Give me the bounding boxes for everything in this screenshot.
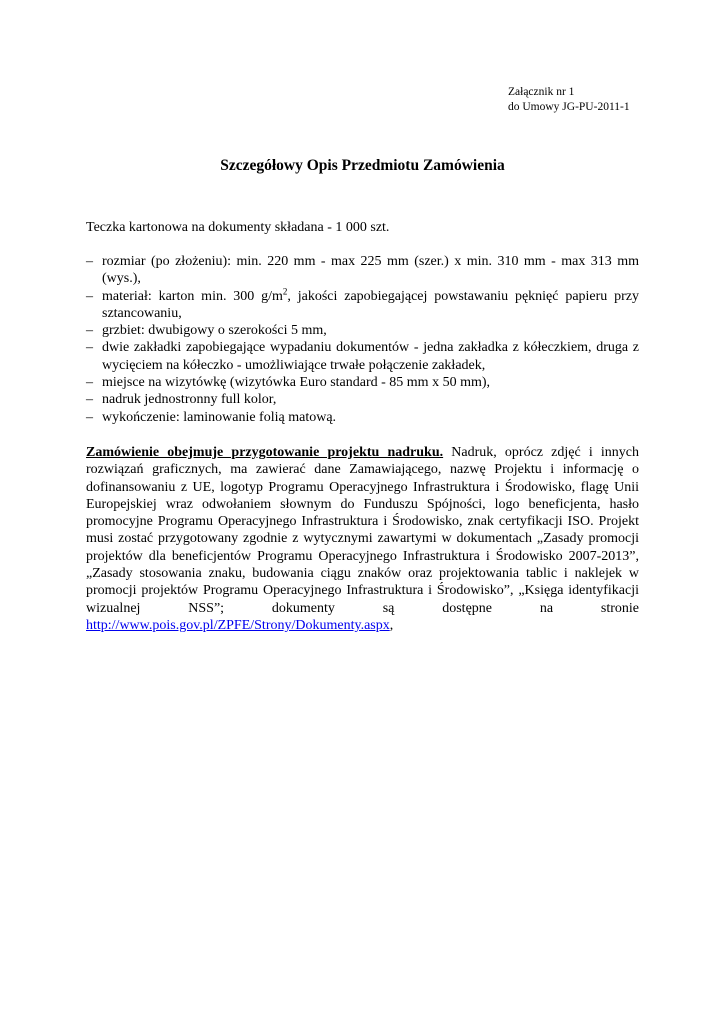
spec-text: grzbiet: dwubigowy o szerokości 5 mm, (102, 323, 327, 339)
spec-text: miejsce na wizytówkę (wizytówka Euro standard - 85 mm x 50 mm), (102, 375, 491, 391)
list-dash: – (86, 392, 93, 408)
specification-list (86, 253, 639, 426)
list-dash: – (86, 288, 93, 304)
spec-item-print (86, 391, 639, 408)
attachment-reference (508, 85, 630, 115)
list-dash: – (86, 375, 93, 391)
design-requirements-paragraph (86, 444, 639, 634)
list-dash: – (86, 254, 93, 269)
paragraph-lead: Zamówienie obejmuje przygotowanie projektu nadruku. (86, 445, 444, 460)
spec-text: dwie zakładki zapobiegające wypadaniu dokumentów - jedna zakładka z kółeczkiem, druga z wycięciem na kółeczko - umożliwiające trwałe połączenie zakładek, (102, 340, 639, 373)
list-dash: – (86, 409, 93, 425)
paragraph-end: , (389, 617, 394, 633)
superscript: 2 (282, 285, 288, 296)
spec-item-spine (86, 322, 639, 339)
spec-item-material (86, 285, 640, 323)
spec-item-business-card (86, 374, 639, 391)
spec-item-flaps (86, 339, 639, 374)
spec-text: , jakości zapobiegającej powstawaniu pęknięć papieru przy sztancowaniu, (102, 288, 640, 321)
spec-item-size (86, 253, 639, 288)
document-title: Szczegółowy Opis Przedmiotu Zamówienia (220, 157, 505, 174)
attachment-number: Załącznik nr 1 (508, 86, 575, 98)
list-dash: – (86, 340, 93, 356)
contract-reference: do Umowy JG-PU-2011-1 (508, 101, 630, 113)
paragraph-body: Nadruk, oprócz zdjęć i innych rozwiązań graficznych, ma zawierać dane Zamawiającego, nazwę Projektu i informację o dofinansowaniu z UE, logotyp Programu Operacyjnego Infrastruktura i Środowisko, flagę Unii Europejskiej wraz odwołaniem słownym do Funduszu Spójności, logo beneficjenta, hasło promocyjne Programu Operacyjnego Infrastruktura i Środowisko, znak certyfikacji ISO. Projekt musi zostać przygotowany zgodnie z wytycznymi zawartymi w dokumentach „Zasady promocji projektów dla beneficjentów Programu Operacyjnego Infrastruktura i Środowisko 2007-2013”, „Zasady stosowania znaku, budowania ciągu znaków oraz projektowania tablic i naklejek w promocji projektów Programu Operacyjnego Infrastruktura i Środowisko”, „Księga identyfikacji wizualnej NSS”; dokumenty są dostępne na stronie (86, 445, 639, 616)
spec-text: nadruk jednostronny full kolor, (102, 392, 277, 408)
spec-text: materiał: karton min. 300 g/m (102, 288, 283, 304)
spec-text: rozmiar (po złożeniu): min. 220 mm - max 225 mm (szer.) x min. 310 mm - max 313 mm (wys.), (102, 254, 639, 287)
spec-text: wykończenie: laminowanie folią matową. (102, 409, 337, 425)
list-dash: – (86, 323, 93, 339)
documents-link[interactable]: http://www.pois.gov.pl/ZPFE/Strony/Dokumenty.aspx (86, 617, 390, 633)
spec-item-finish (86, 409, 639, 426)
product-intro: Teczka kartonowa na dokumenty składana - 1 000 szt. (86, 220, 390, 235)
